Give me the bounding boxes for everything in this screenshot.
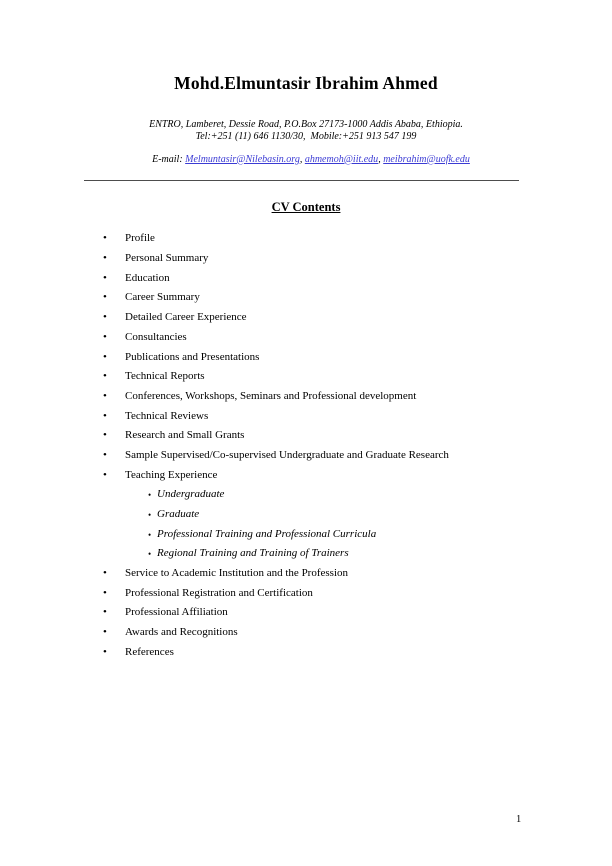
email-links <box>185 154 470 165</box>
bullet-icon: • <box>103 291 107 304</box>
list-item-label: Personal Summary <box>125 252 209 265</box>
bullet-icon: • <box>103 330 107 343</box>
bullet-icon: • <box>103 645 107 658</box>
list-item <box>0 646 612 666</box>
bullet-icon: • <box>103 232 107 245</box>
bullet-icon: • <box>103 409 107 422</box>
list-item <box>0 252 612 272</box>
list-item-label: Professional Registration and Certification <box>125 586 313 599</box>
email-line <box>0 142 612 176</box>
list-item-label: Sample Supervised/Co-supervised Undergraduate and Graduate Research <box>125 448 449 461</box>
bullet-icon: • <box>103 311 107 324</box>
list-item <box>0 272 612 292</box>
list-item-label: Career Summary <box>125 291 200 304</box>
bullet-icon: • <box>103 350 107 363</box>
bullet-icon: • <box>148 510 152 521</box>
list-item <box>0 587 612 607</box>
bullet-icon: • <box>148 549 152 560</box>
list-item <box>0 410 612 430</box>
email-label: E-mail: <box>152 153 186 165</box>
list-item <box>0 370 612 390</box>
list-item <box>0 449 612 469</box>
list-item-label: Detailed Career Experience <box>125 311 247 324</box>
bullet-icon: • <box>148 529 152 540</box>
list-item-label: Technical Reports <box>125 370 205 383</box>
list-item-label: Technical Reviews <box>125 409 209 422</box>
email-link[interactable]: ahmemoh@iit.edu <box>304 153 379 165</box>
list-item-label: Undergraduate <box>157 488 225 501</box>
bullet-icon: • <box>103 586 107 599</box>
header-divider <box>84 180 519 181</box>
list-item-label: Publications and Presentations <box>125 350 260 363</box>
list-item <box>0 291 612 311</box>
bullet-icon: • <box>103 448 107 461</box>
list-item-label: Research and Small Grants <box>125 429 245 442</box>
list-item-label: Conferences, Workshops, Seminars and Professional development <box>125 389 417 402</box>
list-item <box>0 606 612 626</box>
bullet-icon: • <box>103 370 107 383</box>
bullet-icon: • <box>103 429 107 442</box>
list-item-label: Professional Affiliation <box>125 606 228 619</box>
list-item-label: Teaching Experience <box>125 468 218 481</box>
list-item <box>0 469 612 489</box>
list-item <box>0 488 612 508</box>
list-item <box>0 429 612 449</box>
bullet-icon: • <box>103 606 107 619</box>
list-item-label: Professional Training and Professional Curricula <box>157 527 377 540</box>
list-item <box>0 547 612 567</box>
page-title: Mohd.Elmuntasir Ibrahim Ahmed <box>174 73 438 93</box>
address-line: ENTRO, Lamberet, Dessie Road, P.O.Box 27173-1000 Addis Ababa, Ethiopia. <box>149 119 463 131</box>
bullet-icon: • <box>103 567 107 580</box>
list-item <box>0 351 612 371</box>
list-item <box>0 508 612 528</box>
list-item-label: Regional Training and Training of Trainers <box>157 547 349 560</box>
email-separator: , <box>299 153 305 165</box>
list-item-label: Graduate <box>157 508 200 521</box>
list-item <box>0 331 612 351</box>
bullet-icon: • <box>103 626 107 639</box>
list-item-label: Service to Academic Institution and the Profession <box>125 567 349 580</box>
list-item <box>0 528 612 548</box>
list-item <box>0 567 612 587</box>
list-item <box>0 390 612 410</box>
page-number: 1 <box>516 814 522 825</box>
email-separator: , <box>378 153 384 165</box>
contact-block <box>0 119 612 176</box>
list-item-label: Awards and Recognitions <box>125 626 238 639</box>
bullet-icon: • <box>103 389 107 402</box>
list-item-label: References <box>125 645 174 658</box>
list-item-label: Education <box>125 271 170 284</box>
list-item <box>0 232 612 252</box>
bullet-icon: • <box>103 252 107 265</box>
email-link[interactable]: Melmuntasir@Nilebasin.org <box>185 153 300 165</box>
bullet-icon: • <box>148 490 152 501</box>
cv-document-page <box>0 74 612 866</box>
phone-line: Tel:+251 (11) 646 1130/30, Mobile:+251 913 547 199 <box>195 130 417 142</box>
bullet-icon: • <box>103 468 107 481</box>
email-link[interactable]: meibrahim@uofk.edu <box>383 153 470 165</box>
list-item-label: Consultancies <box>125 330 187 343</box>
cv-contents-heading: CV Contents <box>271 200 341 215</box>
list-item <box>0 626 612 646</box>
bullet-icon: • <box>103 271 107 284</box>
cv-contents-list <box>0 232 612 665</box>
list-item-label: Profile <box>125 232 155 245</box>
list-item <box>0 311 612 331</box>
